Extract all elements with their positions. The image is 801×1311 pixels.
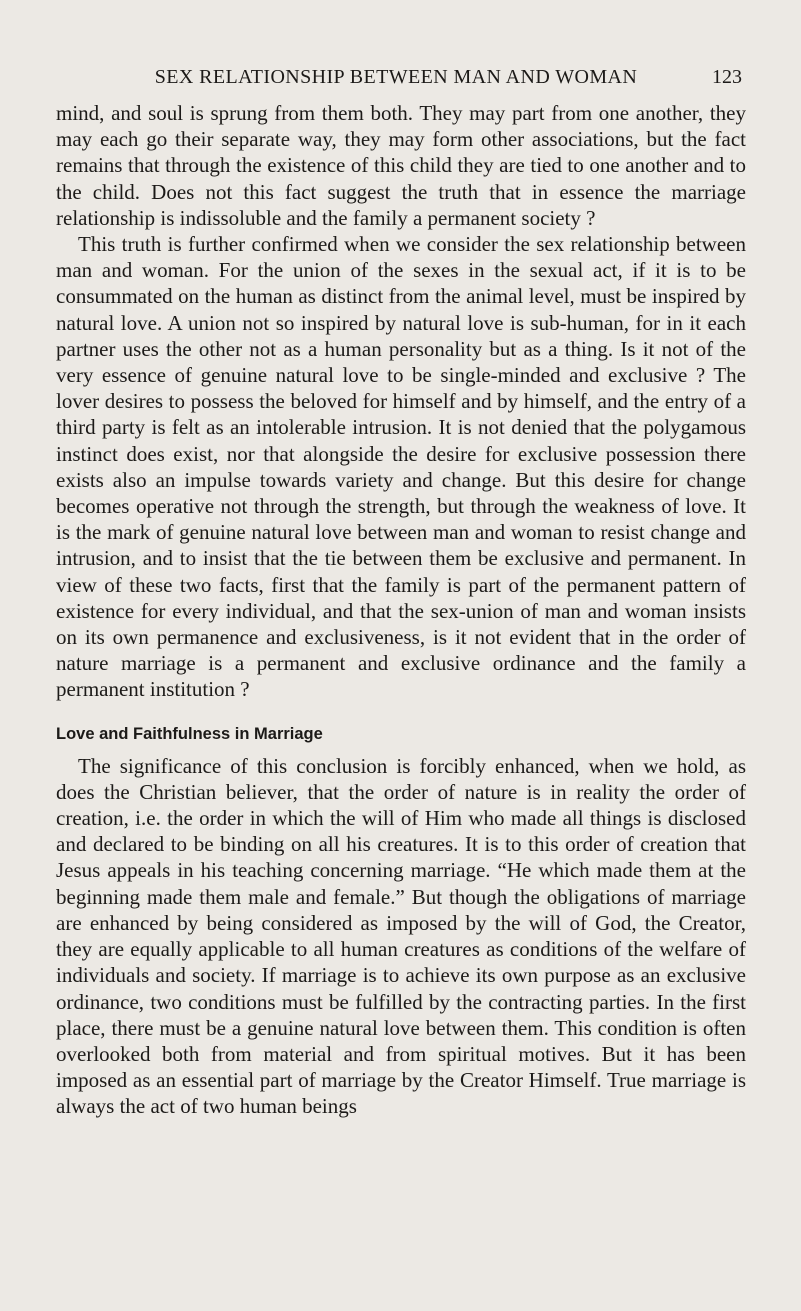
body-text — [56, 100, 746, 1120]
paragraph: This truth is further confirmed when we consider the sex relationship between man and woman. For the union of the sexes in the sexual act, if it is to be consummated on the human as distinct from the animal level, must be inspired by natural love. A union not so inspired by natural love is sub-human, for in it each partner uses the other not as a human personality but as a thing. Is it not of the very essence of genuine natural love to be single-minded and exclusive ? The lover desires to possess the beloved for himself and by himself, and the entry of a third party is felt as an intolerable intrusion. It is not denied that the polygamous instinct does exist, nor that alongside the desire for exclusive possession there exists also an impulse towards variety and change. But this desire for change becomes operative not through the strength, but through the weakness of love. It is the mark of genuine natural love between man and woman to resist change and intrusion, and to insist that the tie between them be exclusive and permanent. In view of these two facts, first that the family is part of the permanent pattern of existence for every individual, and that the sex-union of man and woman insists on its own permanence and exclusiveness, is it not evident that in the order of nature marriage is a permanent and exclusive ordinance and the family a permanent institution ? — [56, 232, 746, 702]
section-heading: Love and Faithfulness in Marriage — [56, 724, 323, 743]
page-number: 123 — [712, 66, 742, 88]
paragraph: The significance of this conclusion is forcibly enhanced, when we hold, as does the Christian believer, that the order of nature is in reality the order of creation, i.e. the order in which the will of Him who made all things is disclosed and declared to be binding on all his creatures. It is to this order of creation that Jesus appeals in his teaching concerning marriage. “He which made them at the beginning made them male and female.” But though the obligations of marriage are enhanced by being considered as imposed by the will of God, the Creator, they are equally applicable to all human creatures as conditions of the welfare of individuals and society. If marriage is to achieve its own purpose as an exclusive ordinance, two conditions must be fulfilled by the contracting parties. In the first place, there must be a genuine natural love between them. This condition is often overlooked both from material and from spiritual motives. But it has been imposed as an essential part of marriage by the Creator Himself. True marriage is always the act of two human beings — [56, 753, 746, 1119]
running-title: SEX RELATIONSHIP BETWEEN MAN AND WOMAN — [154, 66, 638, 88]
running-head — [56, 66, 746, 90]
paragraph-continued: mind, and soul is sprung from them both. They may part from one another, they may each go their separate way, they may form other associations, but the fact remains that through the existence of this child they are tied to one another and to the child. Does not this fact suggest the truth that in essence the marriage relationship is indissoluble and the family a permanent society ? — [56, 101, 746, 230]
